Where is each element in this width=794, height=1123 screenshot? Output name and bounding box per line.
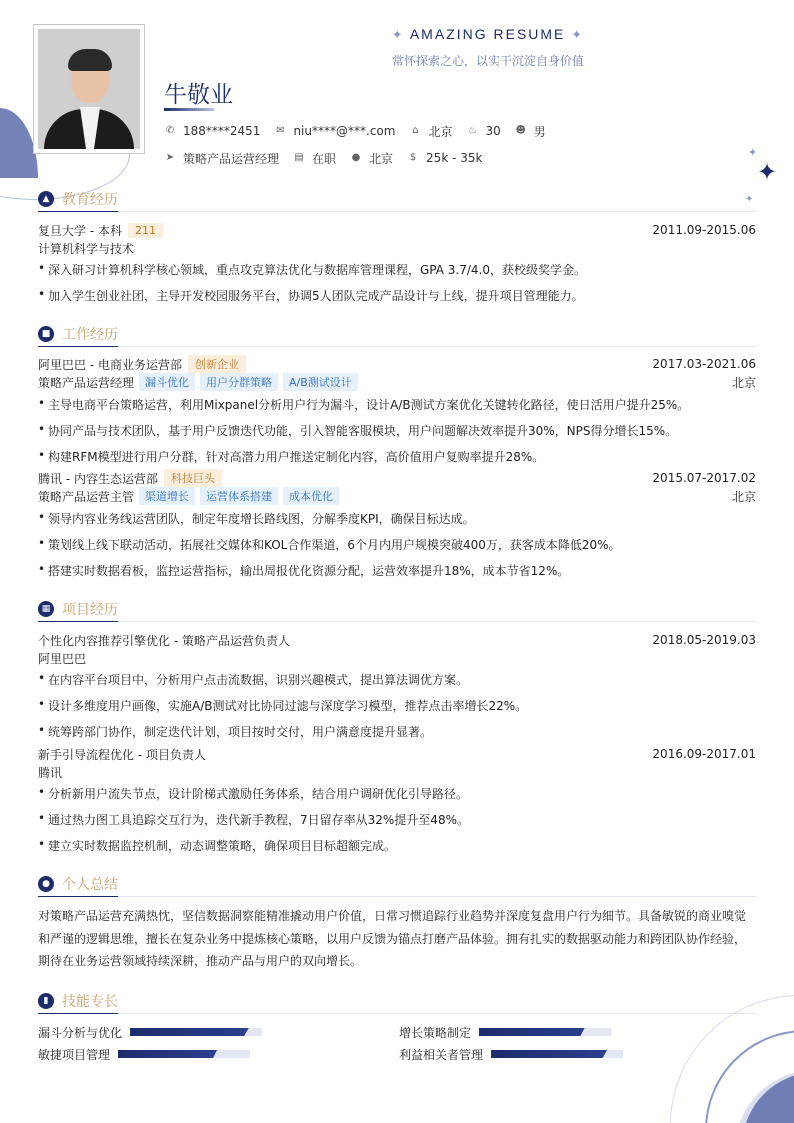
skill-bar-fill — [130, 1028, 249, 1036]
list-item: • 策划线上线下联动活动，拓展社交媒体和KOL合作渠道，6个月内用户规模突破400万，获客成本降低20%。 — [38, 536, 621, 552]
job-role-row — [38, 374, 756, 390]
resume-title-text: AMAZING RESUME — [409, 26, 566, 42]
section-title: 工作经历 — [62, 327, 118, 343]
skill-name: 利益相关者管理 — [399, 1047, 484, 1062]
phone: 188****2451 — [183, 124, 261, 138]
briefcase-icon: ■ — [38, 326, 54, 342]
skill-name: 增长策略制定 — [399, 1025, 472, 1040]
cake-icon: ♨ — [467, 125, 477, 136]
list-item: • 构建RFM模型进行用户分群，针对高潜力用户推送定制化内容，高价值用户复购率提升28%。 — [38, 448, 545, 464]
role: 策略产品运营经理 — [38, 375, 135, 390]
mail-icon: ✉ — [276, 125, 285, 136]
skill-tag: 渠道增长 — [139, 487, 195, 505]
list-item: • 分析新用户流失节点，设计阶梯式激励任务体系，结合用户调研优化引导路径。 — [38, 785, 469, 801]
skill-tag: A/B测试设计 — [283, 373, 358, 391]
sparkle-icon: ✦ — [748, 146, 758, 159]
bar-chart-icon: ▮ — [38, 993, 54, 1009]
skill-bar — [491, 1050, 623, 1058]
skill-tag: 用户分群策略 — [200, 373, 278, 391]
list-item: • 设计多维度用户画像，实施A/B测试对比协同过滤与深度学习模型，推荐点击率增长22%。 — [38, 697, 528, 713]
list-item: • 通过热力图工具追踪交互行为，迭代新手教程，7日留存率从32%提升至48%。 — [38, 811, 469, 827]
skill-bar — [479, 1028, 611, 1036]
project-org: 腾讯 — [38, 765, 63, 780]
section-title: 项目经历 — [62, 602, 118, 618]
list-item: • 领导内容业务线运营团队，制定年度增长路线图，分解季度KPI，确保目标达成。 — [38, 510, 475, 526]
job-header — [38, 470, 756, 486]
city: 北京 — [428, 124, 453, 139]
section-title: 技能专长 — [62, 994, 118, 1010]
job-city: 北京 — [731, 375, 756, 390]
job-target: 策略产品运营经理 — [183, 151, 280, 166]
company-tag: 创新企业 — [188, 355, 246, 373]
section-work — [38, 323, 118, 345]
project-name: 个性化内容推荐引擎优化 - 策略产品运营负责人 — [38, 633, 290, 648]
age: 30 — [485, 124, 501, 138]
section-title: 个人总结 — [62, 877, 118, 893]
section-summary — [38, 873, 118, 895]
list-item: • 搭建实时数据看板，监控运营指标，输出周报优化资源分配，运营效率提升18%，成本节省12%。 — [38, 562, 570, 578]
candidate-name: 牛敬业 — [164, 82, 233, 108]
skill-name: 漏斗分析与优化 — [38, 1025, 123, 1040]
project-date: 2016.09-2017.01 — [652, 747, 756, 761]
list-item: • 主导电商平台策略运营，利用Mixpanel分析用户行为漏斗，设计A/B测试方案优化关键转化路径，使日活用户提升25%。 — [38, 396, 690, 412]
section-education — [38, 188, 118, 210]
sparkle-icon: ✦ — [757, 158, 778, 186]
project-date: 2018.05-2019.03 — [652, 633, 756, 647]
skill-item — [399, 1046, 623, 1062]
skill-bar — [118, 1050, 250, 1058]
divider — [164, 108, 214, 111]
location-icon: ● — [351, 152, 361, 163]
briefcase-icon: ▤ — [294, 152, 304, 163]
star-icon: ✦ — [391, 27, 405, 42]
section-projects — [38, 598, 118, 620]
skill-name: 敏捷项目管理 — [38, 1047, 111, 1062]
divider — [38, 346, 756, 347]
divider — [38, 211, 756, 212]
job-status: 在职 — [312, 151, 337, 166]
project-header — [38, 746, 756, 762]
major: 计算机科学与技术 — [38, 241, 135, 256]
star-icon: ✦ — [571, 27, 585, 42]
target-city: 北京 — [369, 151, 394, 166]
list-item: • 在内容平台项目中，分析用户点击流数据，识别兴趣模式，提出算法调优方案。 — [38, 671, 469, 687]
project-org: 阿里巴巴 — [38, 651, 87, 666]
skill-tag: 运营体系搭建 — [200, 487, 278, 505]
skill-bar — [130, 1028, 262, 1036]
company: 阿里巴巴 - 电商业务运营部 — [38, 357, 182, 372]
project-header — [38, 632, 756, 648]
email: niu****@***.com — [293, 124, 396, 138]
job-intent — [164, 149, 496, 167]
gender-icon: ☻ — [515, 125, 526, 136]
home-icon: ⌂ — [412, 125, 419, 136]
contact-info — [164, 122, 560, 140]
salary: 25k - 35k — [426, 151, 483, 165]
phone-icon: ✆ — [165, 125, 175, 136]
list-item: • 加入学生创业社团，主导开发校园服务平台，协调5人团队完成产品设计与上线，提升项目管理能力。 — [38, 287, 584, 303]
sparkle-icon: ✦ — [745, 194, 754, 205]
list-item: • 统筹跨部门协作，制定迭代计划，项目按时交付，用户满意度提升显著。 — [38, 723, 433, 739]
gender: 男 — [533, 124, 546, 139]
job-date: 2017.03-2021.06 — [652, 357, 756, 371]
skill-bar-fill — [479, 1028, 585, 1036]
skill-item — [38, 1046, 250, 1062]
divider — [38, 896, 756, 897]
graduation-cap-icon: ▲ — [38, 191, 54, 207]
school-tag: 211 — [128, 223, 163, 238]
education-date: 2011.09-2015.06 — [652, 223, 756, 237]
skill-bar-fill — [118, 1050, 217, 1058]
grid-icon: ▦ — [38, 601, 54, 617]
company: 腾讯 - 内容生态运营部 — [38, 471, 158, 486]
resume-title — [388, 26, 588, 43]
list-item: • 深入研习计算机科学核心领域，重点攻克算法优化与数据库管理课程，GPA 3.7/4.0，获校级奖学金。 — [38, 261, 587, 277]
role: 策略产品运营主管 — [38, 489, 135, 504]
education-header — [38, 222, 756, 238]
list-item: • 建立实时数据监控机制，动态调整策略，确保项目目标超额完成。 — [38, 837, 397, 853]
summary-text: 对策略产品运营充满热忱，坚信数据洞察能精准撬动用户价值，日常习惯追踪行业趋势并深度复盘用户行为细节。具备敏锐的商业嗅觉 和严谨的逻辑思维，擅长在复杂业务中提炼核心策略，以用户反馈为锚点打磨产品体验。拥有扎实的数据驱动能力和跨团队协作经验， 期待在业务运营领域持续深耕，推动产品与用户的双向增长。 — [38, 909, 747, 968]
skill-tag: 漏斗优化 — [139, 373, 195, 391]
section-title: 教育经历 — [62, 192, 118, 208]
job-header — [38, 356, 756, 372]
skill-item — [399, 1024, 611, 1040]
motto: 常怀探索之心，以实干沉淀自身价值 — [391, 54, 584, 68]
send-icon: ➤ — [165, 152, 175, 163]
divider — [38, 621, 756, 622]
job-city: 北京 — [731, 489, 756, 504]
divider — [38, 1013, 756, 1014]
user-icon: ● — [38, 876, 54, 892]
project-name: 新手引导流程优化 - 项目负责人 — [38, 747, 206, 762]
job-date: 2015.07-2017.02 — [652, 471, 756, 485]
company-tag: 科技巨头 — [164, 469, 222, 487]
section-skills — [38, 990, 118, 1012]
profile-photo — [33, 24, 145, 154]
money-icon: $ — [409, 152, 417, 163]
job-role-row — [38, 488, 756, 504]
school: 复旦大学 - 本科 — [38, 223, 122, 238]
skill-item — [38, 1024, 262, 1040]
list-item: • 协同产品与技术团队，基于用户反馈迭代功能，引入智能客服模块，用户问题解决效率提升30%，NPS得分增长15%。 — [38, 422, 678, 438]
skill-tag: 成本优化 — [283, 487, 339, 505]
skill-bar-fill — [491, 1050, 607, 1058]
